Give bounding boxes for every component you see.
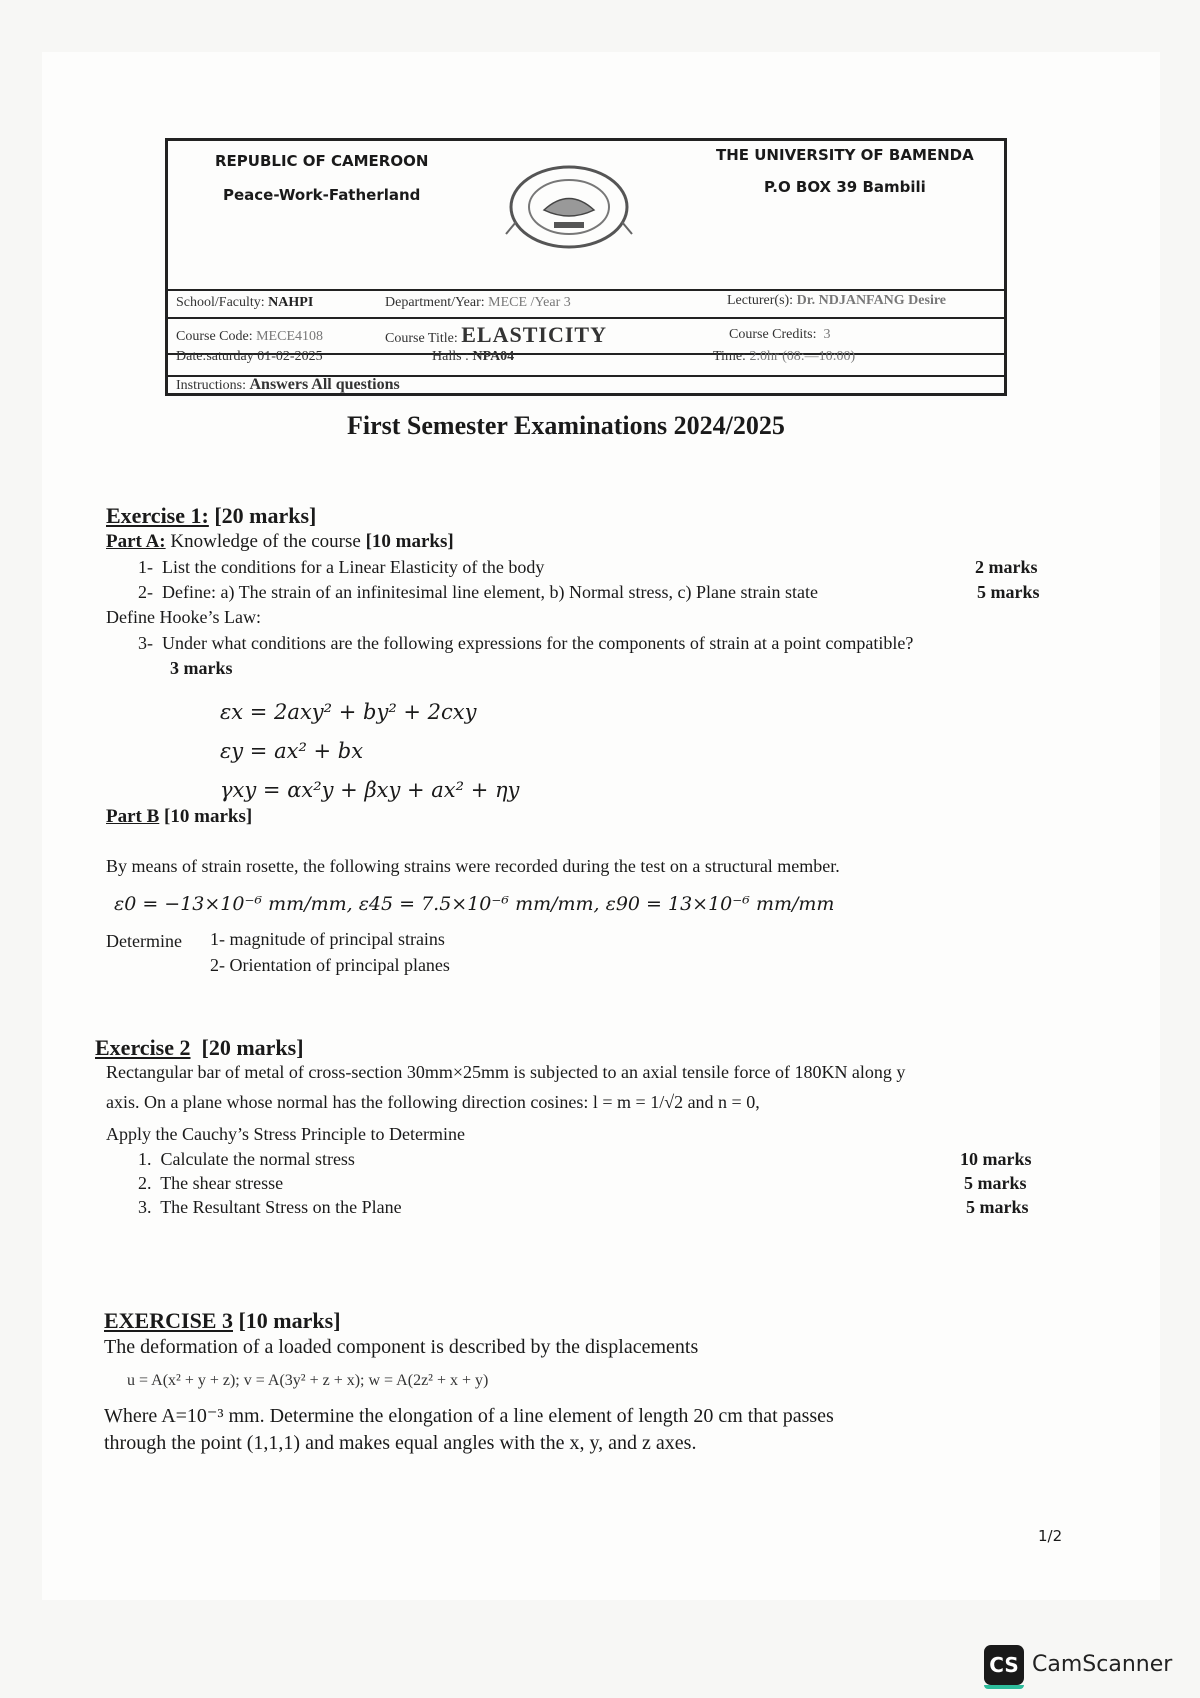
- exercise3-heading: EXERCISE 3 [10 marks]: [104, 1308, 341, 1333]
- exam-time: Time: 2.0hr (08:—10:00): [713, 349, 856, 364]
- exercise2-item-marks: 10 marks: [960, 1149, 1032, 1169]
- exercise1-question-1-marks: 2 marks: [975, 557, 1038, 577]
- exercise3-text-line1: Where A=10⁻³ mm. Determine the elongation of a line element of length 20 cm that passes: [104, 1405, 834, 1427]
- course-credits: Course Credits: 3: [729, 327, 831, 342]
- exercise2-item: 2. The shear stresse: [138, 1173, 284, 1193]
- exam-title: First Semester Examinations 2024/2025: [347, 411, 785, 440]
- exercise2-item-marks: 5 marks: [964, 1173, 1027, 1193]
- exercise3-intro: The deformation of a loaded component is described by the displacements: [104, 1336, 699, 1358]
- strain-equation-x: εx = 2axy² + by² + 2cxy: [220, 700, 477, 724]
- exercise1-question-1: 1- List the conditions for a Linear Elasticity of the body: [138, 557, 545, 577]
- exercise3-text-line2: through the point (1,1,1) and makes equal angles with the x, y, and z axes.: [104, 1432, 697, 1454]
- country-name: REPUBLIC OF CAMEROON: [215, 152, 429, 170]
- exercise2-text-line1: Rectangular bar of metal of cross-section 30mm×25mm is subjected to an axial tensile force of 180KN along y: [106, 1062, 906, 1082]
- exercise1-partB-heading: Part B [10 marks]: [106, 806, 253, 827]
- strain-rosette-text: By means of strain rosette, the following strains were recorded during the test on a structural member.: [106, 856, 840, 876]
- university-address: P.O BOX 39 Bambili: [764, 178, 926, 196]
- exercise2-item: 3. The Resultant Stress on the Plane: [138, 1197, 402, 1217]
- strain-equation-y: εy = ax² + bx: [220, 739, 364, 763]
- exercise1-heading: Exercise 1: [20 marks]: [106, 503, 317, 528]
- determine-item-2: 2- Orientation of principal planes: [210, 955, 450, 975]
- exercise3-displacements: u = A(x² + y + z); v = A(3y² + z + x); w = A(2z² + x + y): [127, 1372, 489, 1389]
- exercise1-question-3: 3- Under what conditions are the following expressions for the components of strain at a point compatible?: [138, 633, 914, 653]
- exercise2-heading: Exercise 2 [20 marks]: [95, 1035, 304, 1060]
- page-number: 1/2: [1038, 1527, 1063, 1545]
- determine-label: Determine: [106, 931, 182, 951]
- university-seal-icon: [504, 162, 634, 252]
- determine-item-1: 1- magnitude of principal strains: [210, 929, 445, 949]
- camscanner-logo: CS: [984, 1645, 1024, 1685]
- instructions: Instructions: Answers All questions: [176, 376, 400, 393]
- exam-date: Date:saturday 01-02-2025: [176, 349, 323, 364]
- strain-equation-xy: γxy = αx²y + βxy + ax² + ηy: [220, 778, 520, 802]
- exercise2-item: 1. Calculate the normal stress: [138, 1149, 355, 1169]
- university-name: THE UNIVERSITY OF BAMENDA: [716, 146, 974, 164]
- lecturer: Lecturer(s): Dr. NDJANFANG Desire: [727, 293, 947, 308]
- course-title: Course Title: ELASTICITY: [385, 322, 607, 347]
- national-motto: Peace-Work-Fatherland: [223, 186, 421, 204]
- department-year: Department/Year: MECE /Year 3: [385, 295, 571, 310]
- exercise2-apply: Apply the Cauchy’s Stress Principle to Determine: [106, 1124, 465, 1144]
- exercise1-question-2-marks: 5 marks: [977, 582, 1040, 602]
- exam-halls: Halls : NPA04: [432, 349, 515, 364]
- exercise2-item-marks: 5 marks: [966, 1197, 1029, 1217]
- exercise1-question-3-marks: 3 marks: [170, 658, 233, 678]
- course-code: Course Code: MECE4108: [176, 329, 323, 344]
- exercise2-text-line2: axis. On a plane whose normal has the following direction cosines: l = m = 1/√2 and n = 0,: [106, 1092, 760, 1112]
- camscanner-name: CamScanner: [1032, 1652, 1173, 1677]
- exercise1-partA-heading: Part A: Knowledge of the course [10 marks]: [106, 531, 454, 552]
- school-faculty: School/Faculty: NAHPI: [176, 295, 314, 310]
- exercise1-question-2: 2- Define: a) The strain of an infinitesimal line element, b) Normal stress, c) Plane strain state: [138, 582, 818, 602]
- recorded-strains: ε0 = −13×10⁻⁶ mm/mm, ε45 = 7.5×10⁻⁶ mm/mm, ε90 = 13×10⁻⁶ mm/mm: [114, 893, 835, 915]
- exercise1-hooke-law: Define Hooke’s Law:: [106, 607, 261, 627]
